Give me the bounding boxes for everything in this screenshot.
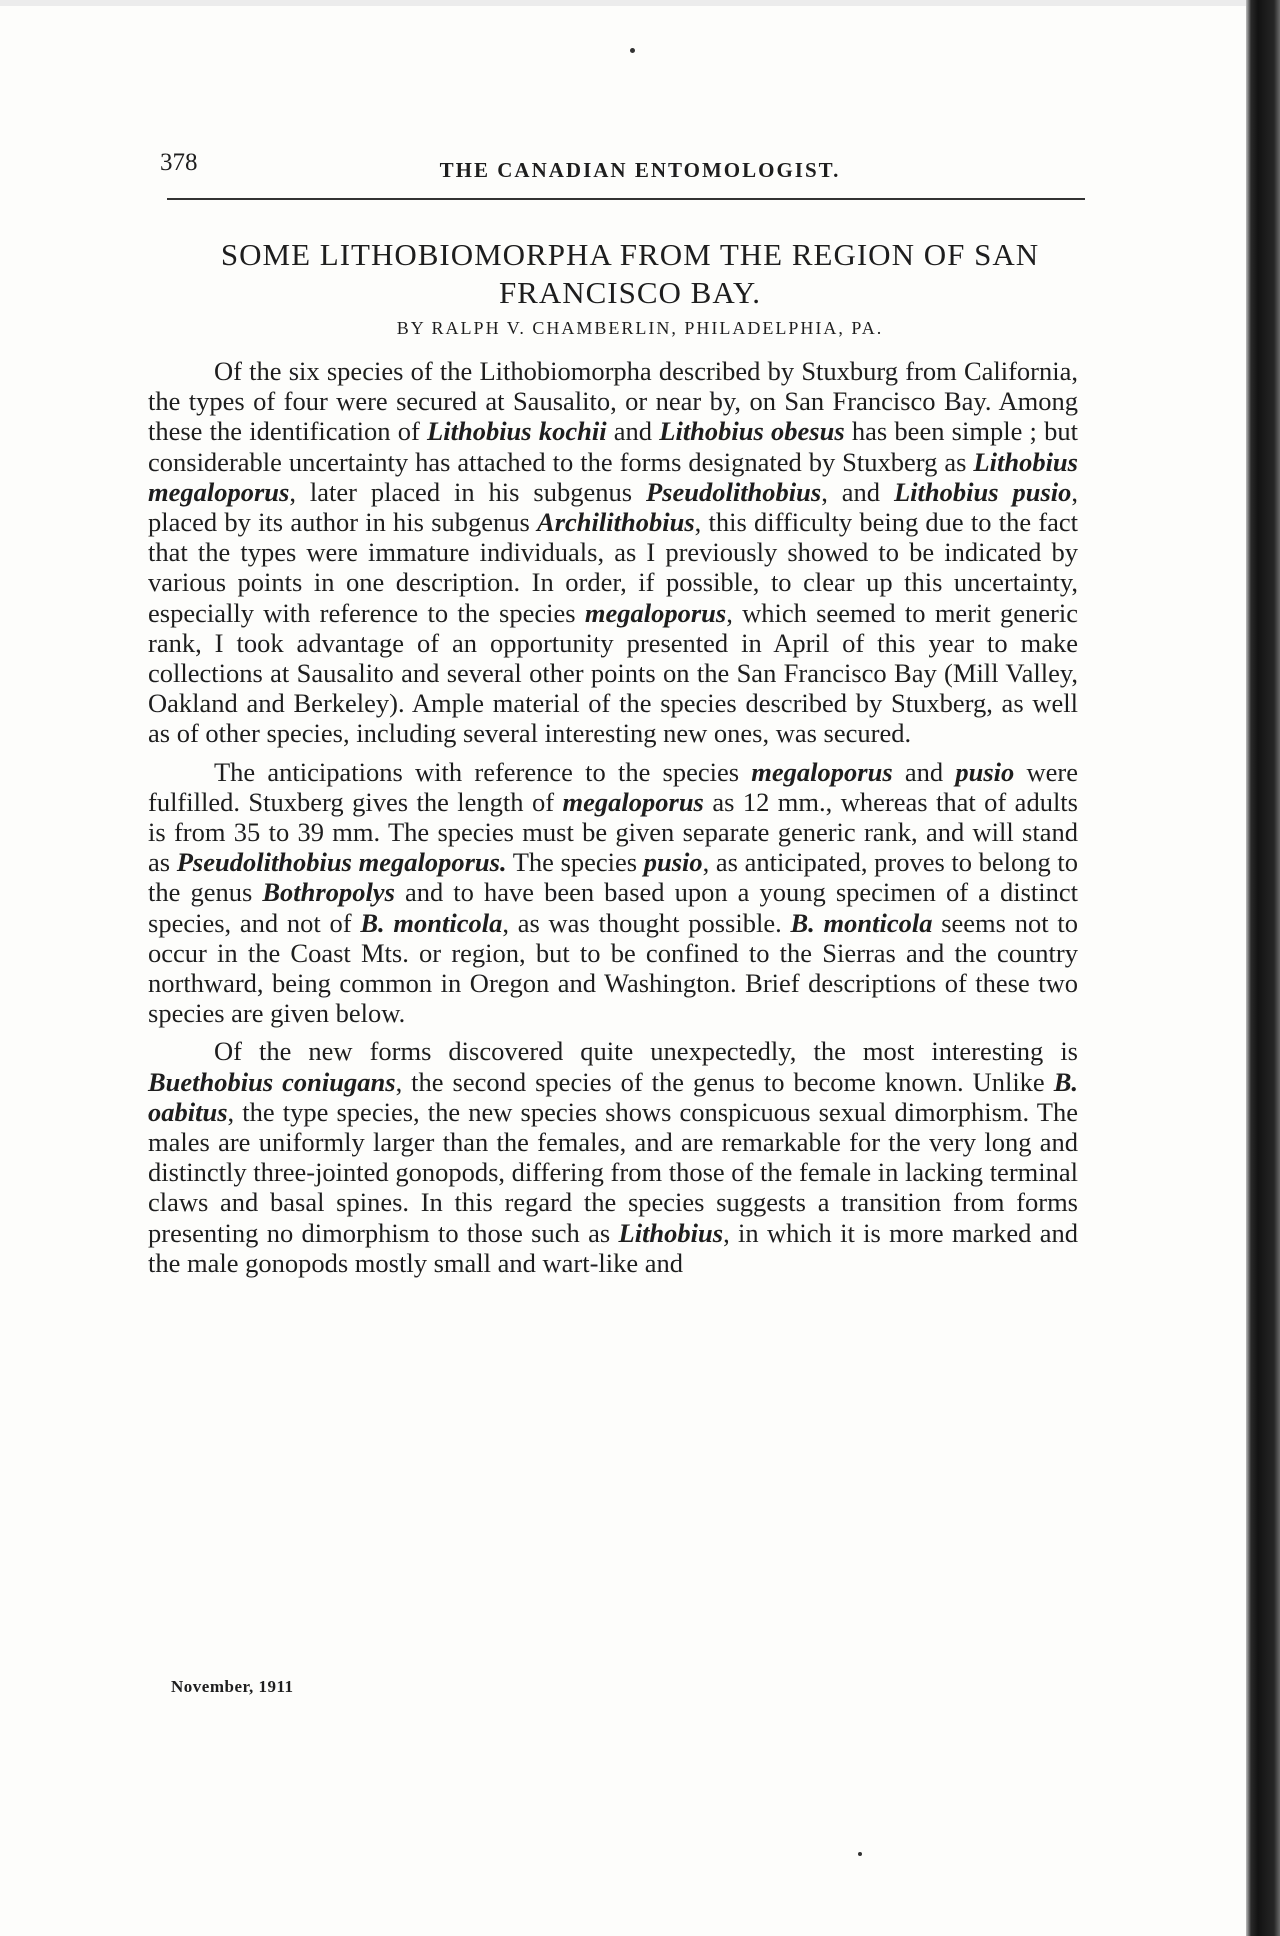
page-top-shadow	[0, 0, 1246, 6]
paragraph-text: , the second species of the genus to become known. Unlike	[395, 1066, 1054, 1097]
italic-taxon-name: Lithobius obesus	[659, 416, 845, 447]
italic-taxon-name: Bothropolys	[262, 877, 395, 908]
italic-taxon-name: B. oabitus	[148, 1066, 1078, 1127]
paragraph-text: , the type species, the new species shows conspicuous sexual dimorphism. The males are uniformly larger than the females, and are remarkable for the very long and distinctly three-jointed gonopods, differing from those of the female in lacking terminal claws and basal spines. In this regard the species suggests a transition from forms presenting no dimorphism to those such as	[148, 1096, 1078, 1248]
header-rule	[167, 198, 1085, 200]
issue-date: November, 1911	[171, 1677, 294, 1696]
paragraph-text: , placed by its author in his subgenus	[148, 476, 1078, 538]
body-paragraph	[148, 356, 1078, 749]
speck-mark	[858, 1852, 862, 1856]
paragraph-text: , which seemed to merit generic rank, I took advantage of an opportunity presented in April of this year to make collections at Sausalito and several other points on the San Francisco Bay (Mill Valley, Oakland and Berkeley). Ample material of the species described by Stuxberg, as well as of other species, including several interesting new ones, was secured.	[148, 597, 1079, 749]
paragraph-text: , later placed in his subgenus	[289, 476, 646, 507]
italic-taxon-name: megaloporus	[584, 597, 727, 628]
paragraph-text: Of the new forms discovered quite unexpectedly, the most interesting is	[214, 1036, 1078, 1067]
paragraph-text: , as was thought possible.	[502, 907, 791, 938]
paragraph-text: , this difficulty being due to the fact that the types were immature individuals, as I previously showed to be indicated by various points in one description. In order, if possible, to clear up this uncertainty, especially with reference to the species	[148, 507, 1078, 628]
journal-running-head: THE CANADIAN ENTOMOLOGIST.	[439, 158, 841, 182]
italic-taxon-name: Lithobius megaloporus	[148, 446, 1078, 507]
italic-taxon-name: megaloporus	[562, 786, 704, 817]
body-paragraph	[148, 1036, 1078, 1278]
italic-taxon-name: pusio	[643, 847, 703, 878]
italic-taxon-name: B. monticola	[360, 907, 503, 938]
paragraph-text: , and	[821, 476, 894, 507]
italic-taxon-name: B. monticola	[790, 907, 933, 938]
paragraph-text: The anticipations with reference to the species	[214, 756, 752, 787]
italic-taxon-name: megaloporus	[751, 756, 893, 787]
article-body	[148, 356, 1078, 1286]
paragraph-text: and	[892, 756, 956, 787]
italic-taxon-name: Archilithobius	[537, 507, 695, 538]
paragraph-text: were fulfilled. Stuxberg gives the length of	[148, 756, 1078, 817]
italic-taxon-name: Lithobius kochii	[427, 416, 607, 447]
page-number: 378	[160, 149, 198, 176]
italic-taxon-name: Pseudolithobius megaloporus.	[176, 847, 507, 878]
paragraph-text: and	[606, 416, 660, 447]
paragraph-text: The species	[506, 847, 644, 878]
italic-taxon-name: Lithobius pusio	[893, 476, 1072, 507]
paragraph-text: , as anticipated, proves to belong to the genus	[148, 847, 1079, 908]
paragraph-text: as 12 mm., whereas that of adults is from 35 to 39 mm. The species must be given separate generic rank, and will stand as	[148, 786, 1078, 878]
paragraph-text: and to have been based upon a young specimen of a distinct species, and not of	[148, 877, 1078, 938]
paragraph-text: , in which it is more marked and the male gonopods mostly small and wart-like and	[148, 1217, 1078, 1278]
article-title-line-2: FRANCISCO BAY.	[498, 275, 762, 310]
speck-mark	[630, 48, 635, 53]
italic-taxon-name: Lithobius	[618, 1217, 724, 1248]
paragraph-text: Of the six species of the Lithobiomorpha described by Stuxburg from California, the types of four were secured at Sausalito, or near by, on San Francisco Bay. Among these the identification of	[148, 356, 1078, 447]
italic-taxon-name: pusio	[955, 756, 1015, 787]
body-paragraph	[148, 757, 1078, 1029]
article-title-line-1: SOME LITHOBIOMORPHA FROM THE REGION OF SAN	[220, 237, 1040, 272]
paragraph-text: has been simple ; but considerable uncertainty has attached to the forms designated by Stuxberg as	[148, 416, 1078, 477]
italic-taxon-name: Buethobius coniugans	[148, 1066, 396, 1097]
paragraph-text: seems not to occur in the Coast Mts. or region, but to be confined to the Sierras and the country northward, being common in Oregon and Washington. Brief descriptions of these two species are given below.	[148, 907, 1078, 1029]
book-spine-edge	[1246, 0, 1280, 1936]
italic-taxon-name: Pseudolithobius	[645, 476, 822, 507]
article-byline: BY RALPH V. CHAMBERLIN, PHILADELPHIA, PA.	[396, 318, 884, 338]
article-title	[150, 236, 1110, 312]
